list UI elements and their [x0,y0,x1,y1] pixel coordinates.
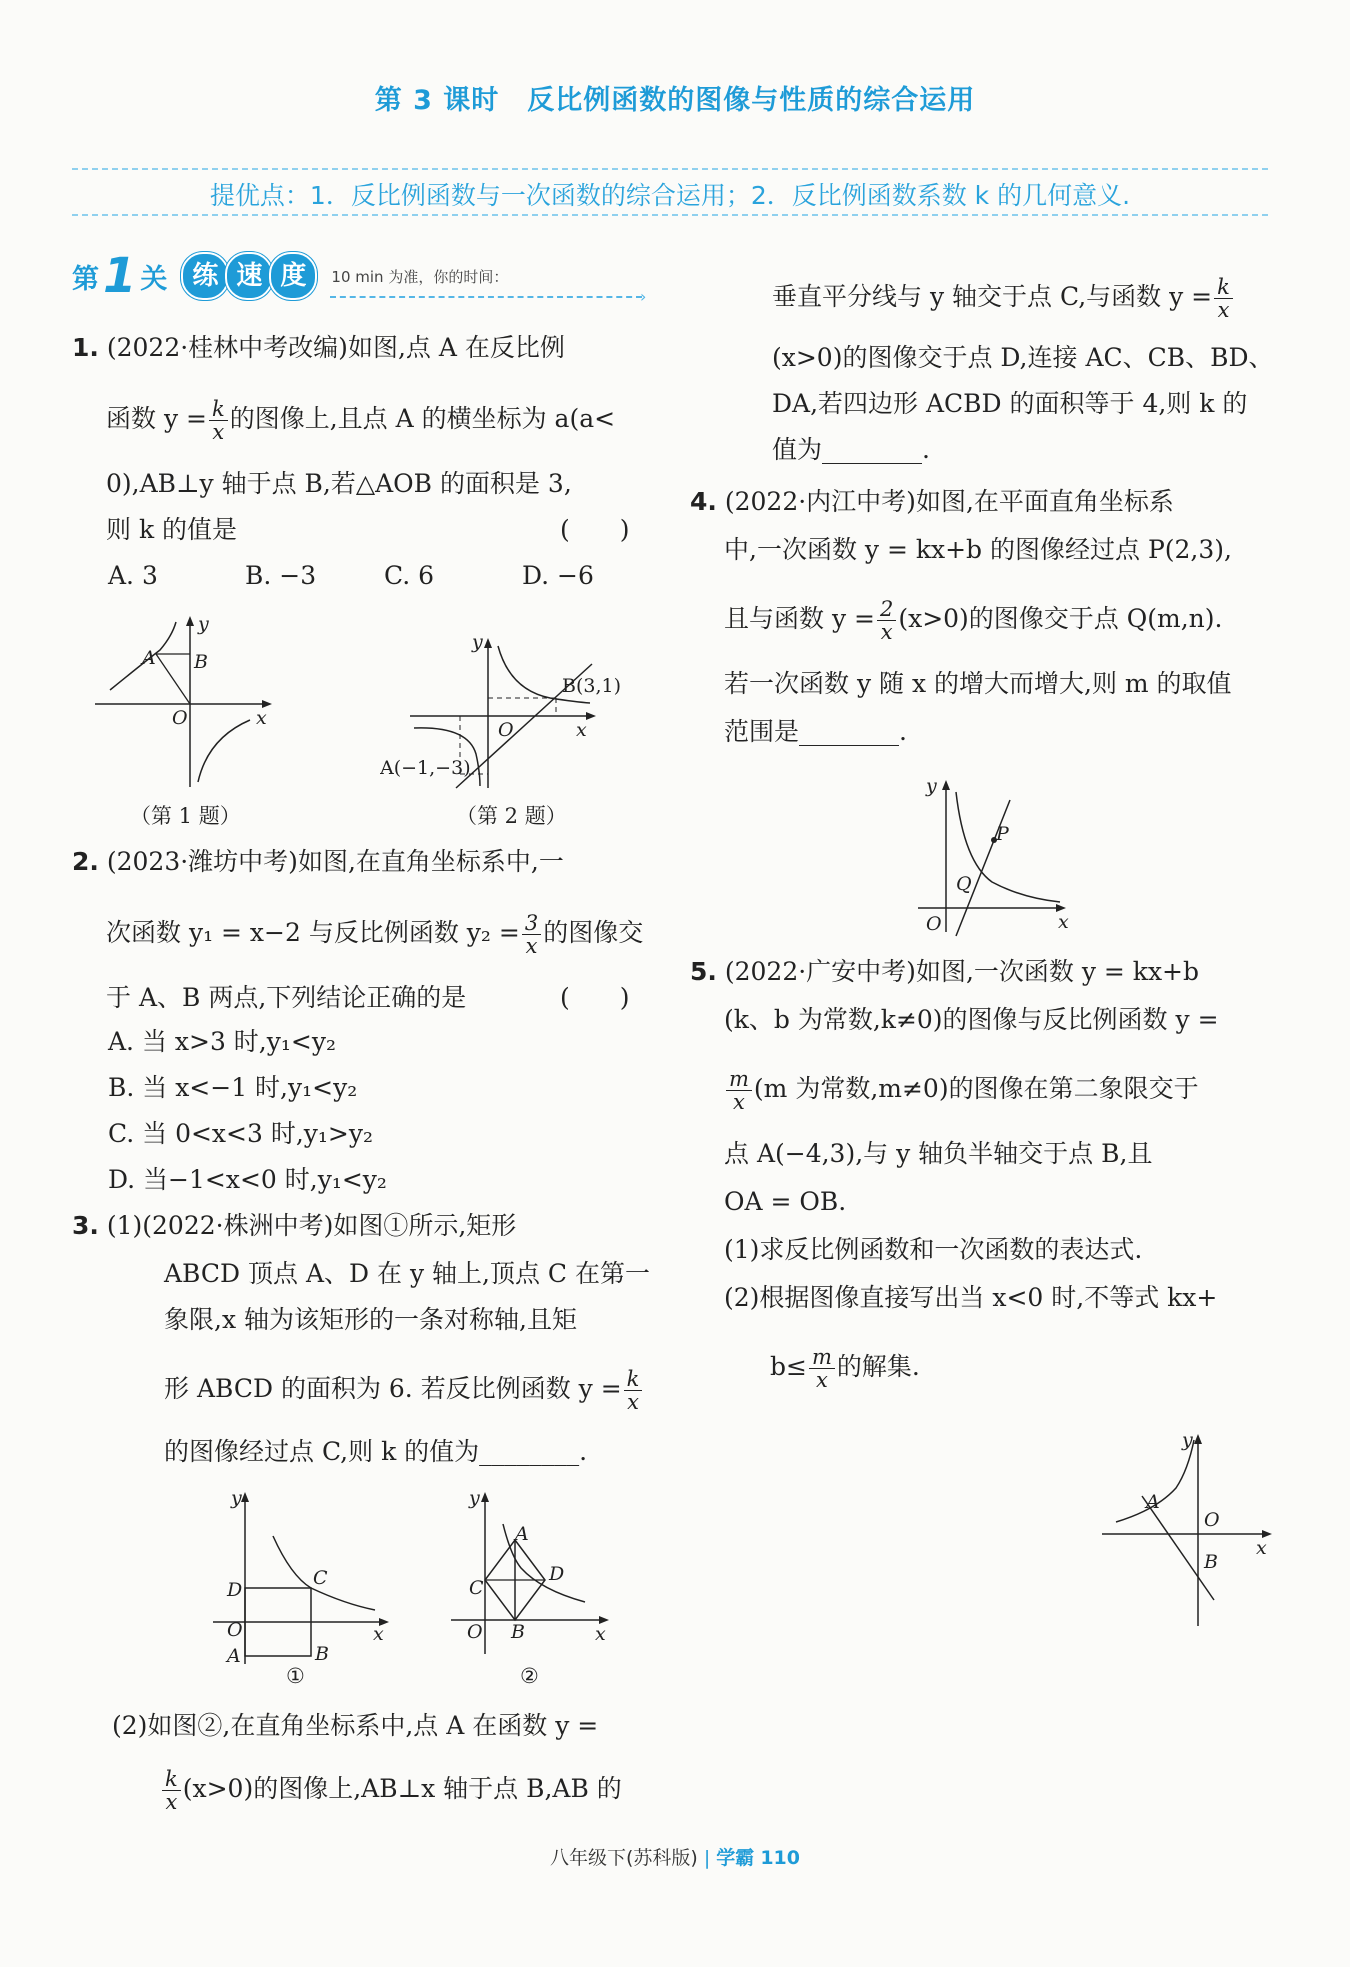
level-prefix: 第 [72,263,99,295]
q1-option-b: B. −3 [245,561,317,590]
label-x: x [373,1623,384,1645]
q1-option-c: C. 6 [384,561,435,590]
label-A: A(−1,−3) [380,757,471,779]
label-A: A [515,1523,529,1545]
timing-label: 10 min 为准，你的时间： [331,267,509,286]
label-O: O [172,707,188,729]
page-number: 110 [760,1847,800,1869]
label-y: y [1182,1429,1193,1451]
q3-cont-line2: (x>0)的图像交于点 D,连接 AC、CB、BD、 [772,343,1274,372]
label-D: D [227,1579,243,1601]
q3-cont-line3: DA,若四边形 ACBD 的面积等于 4,则 k 的 [772,389,1248,418]
q5-line3: $\frac{m}{x}$ (m 为常数,m≠0)的图像在第二象限交于 [724,1068,1199,1113]
label-x: x [576,719,587,741]
q3-part2-line1: (2)如图②,在直角坐标系中,点 A 在函数 y = [112,1711,599,1740]
q5-line1: 5. (2022·广安中考)如图,一次函数 y = kx+b [690,957,1199,986]
divider [72,214,1268,216]
label-B: B(3,1) [562,675,622,697]
q1-line1: 1. (2022·桂林中考改编)如图,点 A 在反比例 [72,333,565,362]
q2-figure [380,628,640,798]
fig2-label: ② [520,1664,539,1688]
tips-text: 提优点：1．反比例函数与一次函数的综合运用；2．反比例函数系数 k 的几何意义. [209,181,1131,210]
page-title: 第 3 课时 反比例函数的图像与性质的综合运用 [374,85,976,116]
fig1-label: ① [286,1664,305,1688]
level-header [72,248,509,304]
label-A: A [142,647,156,669]
chevron-right-icon: › [640,287,647,306]
badge-char: 练 [181,252,229,300]
label-D: D [549,1563,565,1585]
badge-char: 度 [269,252,317,300]
q2-option-b: B. 当 x<−1 时,y₁<y₂ [108,1073,358,1102]
label-O: O [926,913,942,935]
page-footer [0,1843,1350,1870]
q3-line5: 的图像经过点 C,则 k 的值为________. [164,1437,588,1466]
divider [72,168,1268,170]
label-C: C [313,1567,328,1589]
level-number: 1 [103,248,137,304]
q2-line1: 2. (2023·潍坊中考)如图,在直角坐标系中,一 [72,847,564,876]
q4-line3: 且与函数 y = $\frac{2}{x}$ (x>0)的图像交于点 Q(m,n). [724,597,1223,644]
footer-grade: 八年级下(苏科版) [550,1847,698,1869]
q5-line5: OA = OB. [724,1187,847,1216]
q4-line1: 4. (2022·内江中考)如图,在平面直角坐标系 [690,487,1174,516]
q5-sub2: (2)根据图像直接写出当 x<0 时,不等式 kx+ [724,1283,1218,1312]
label-x: x [1256,1537,1267,1559]
q2-caption: （第 2 题） [456,804,567,828]
q2-option-d: D. 当−1<x<0 时,y₁<y₂ [108,1165,387,1194]
badge-char: 速 [225,252,273,300]
label-x: x [256,707,267,729]
q4-figure [912,772,1082,942]
q4-line5: 范围是________. [724,717,907,746]
q2-line3: 于 A、B 两点,下列结论正确的是 [106,983,467,1012]
label-A: A [1146,1491,1160,1513]
q1-caption: （第 1 题） [130,804,241,828]
label-P: P [996,823,1009,845]
q5-figure [1096,1426,1286,1636]
q5-sub3: b≤ $\frac{m}{x}$ 的解集. [770,1345,920,1392]
q3-line3: 象限,x 轴为该矩形的一条对称轴,且矩 [164,1305,577,1334]
label-x: x [1058,911,1069,933]
q3-cont-line4: 值为________. [772,435,930,464]
label-O: O [227,1619,243,1641]
q3-figure-1 [205,1484,405,1684]
q1-line2: 函数 y = $\frac{k}{x}$ 的图像上,且点 A 的横坐标为 a(a< [106,397,616,444]
q3-cont-line1: 垂直平分线与 y 轴交于点 C,与函数 y = $\frac{k}{x}$ [772,276,1235,321]
q3-line2: ABCD 顶点 A、D 在 y 轴上,顶点 C 在第一 [164,1259,650,1288]
q3-line1: 3. (1)(2022·株洲中考)如图①所示,矩形 [72,1211,517,1240]
label-B: B [511,1621,525,1643]
q1-figure [90,612,280,792]
q2-option-c: C. 当 0<x<3 时,y₁>y₂ [108,1119,374,1148]
q1-answer-paren: ( ) [560,515,630,544]
label-C: C [469,1577,484,1599]
q3-line4: 形 ABCD 的面积为 6. 若反比例函数 y = $\frac{k}{x}$ [164,1368,644,1413]
q1-line3: 0),AB⊥y 轴于点 B,若△AOB 的面积是 3, [106,469,572,498]
q2-line2: 次函数 y₁ = x−2 与反比例函数 y₂ = $\frac{3}{x}$ 的图像交 [106,911,644,958]
footer-sep: | [703,1847,711,1869]
q5-line4: 点 A(−4,3),与 y 轴负半轴交于点 B,且 [724,1139,1153,1168]
q3-part2-line2: $\frac{k}{x}$ (x>0)的图像上,AB⊥x 轴于点 B,AB 的 [160,1768,622,1813]
q1-option-d: D. −6 [522,561,594,590]
q1-option-a: A. 3 [108,561,158,590]
label-y: y [926,775,937,797]
q1-line4: 则 k 的值是 [106,515,238,544]
q2-option-a: A. 当 x>3 时,y₁<y₂ [108,1027,336,1056]
label-O: O [467,1621,483,1643]
speed-badge [181,252,313,300]
label-B: B [194,651,208,673]
level-suffix: 关 [140,263,168,295]
label-Q: Q [956,873,972,895]
q5-sub1: (1)求反比例函数和一次函数的表达式. [724,1235,1143,1264]
label-O: O [1204,1509,1220,1531]
label-O: O [498,719,514,741]
label-y: y [231,1487,242,1509]
label-y: y [198,613,209,635]
q2-answer-paren: ( ) [560,983,630,1012]
q4-line4: 若一次函数 y 随 x 的增大而增大,则 m 的取值 [724,669,1232,698]
label-B: B [1204,1551,1218,1573]
footer-brand: 学霸 [716,1847,755,1869]
timing-line [330,296,642,298]
q5-line2: (k、b 为常数,k≠0)的图像与反比例函数 y = [724,1005,1219,1034]
label-x: x [595,1623,606,1645]
label-B: B [315,1643,329,1665]
label-y: y [469,1487,480,1509]
label-A: A [227,1645,241,1667]
label-y: y [472,631,483,653]
q3-figure-2 [445,1484,620,1684]
q4-line2: 中,一次函数 y = kx+b 的图像经过点 P(2,3), [724,535,1232,564]
